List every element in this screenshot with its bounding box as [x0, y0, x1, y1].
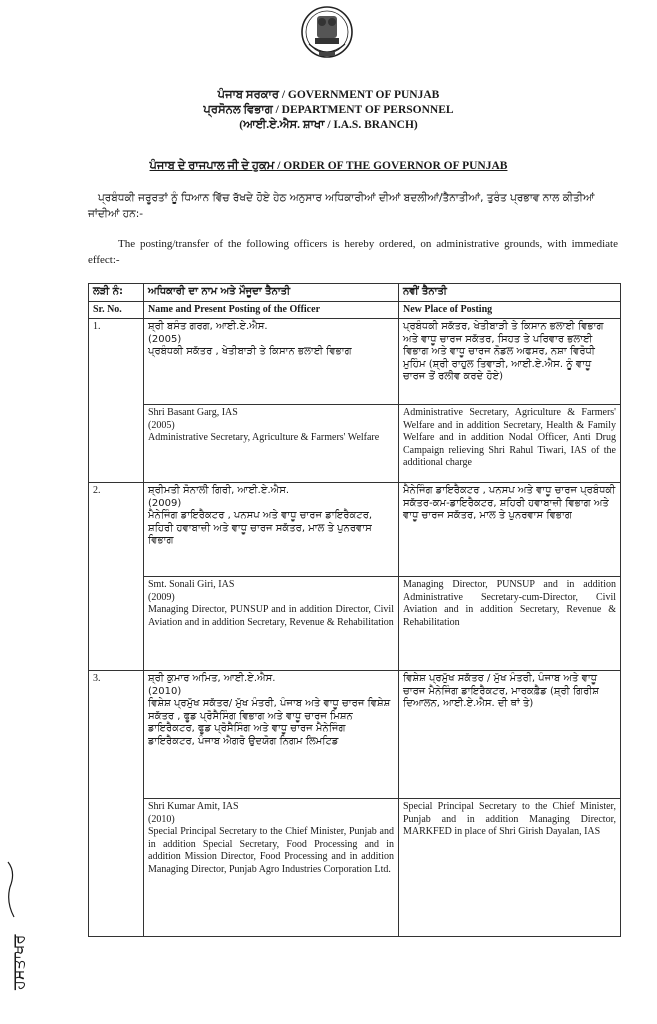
posting-table	[88, 283, 621, 937]
table-row	[89, 799, 621, 937]
present-post: ਮੈਨੇਜਿੰਗ ਡਾਇਰੈਕਟਰ , ਪਨਸਪ ਅਤੇ ਵਾਧੂ ਚਾਰਜ ਡਾਇਰੈਕਟਰ, ਸ਼ਹਿਰੀ ਹਵਾਬਾਜ਼ੀ ਅਤੇ ਵਾਧੂ ਚਾਰਜ ਸਕੱਤਰ, ਮਾਲ ਤੇ ਪੁਨਰਵਾਸ ਵਿਭਾਗ	[148, 510, 373, 546]
new-posting-pa: ਪ੍ਰਬੰਧਕੀ ਸਕੱਤਰ, ਖੇਤੀਬਾੜੀ ਤੇ ਕਿਸਾਨ ਭਲਾਈ ਵਿਭਾਗ ਅਤੇ ਵਾਧੂ ਚਾਰਜ ਸਕੱਤਰ, ਸਿਹਤ ਤੇ ਪਰਿਵਾਰ ਭਲਾਈ ਵਿਭਾਗ ਅਤੇ ਵਾਧੂ ਚਾਰਜ ਨੋਡਲ ਅਫਸਰ, ਨਸ਼ਾ ਵਿਰੋਧੀ ਮੁਹਿੰਮ (ਸ਼੍ਰੀ ਰਾਹੁਲ ਤਿਵਾੜੀ, ਆਈ.ਏ.ਐਸ. ਨੂੰ ਵਾਧੂ ਚਾਰਜ ਤੋਂ ਰਲੀਵ ਕਰਦੇ ਹੋਏ)	[399, 319, 621, 405]
present-posting-pa	[144, 319, 399, 405]
new-posting-en: Managing Director, PUNSUP and in addition Administrative Secretary-cum-Director, Civil Aviation and in addition Secretary, Revenue & Rehabilitation	[399, 577, 621, 671]
header-new-posting-pa: ਨਵੀਂ ਤੈਨਾਤੀ	[399, 284, 621, 302]
sr-no-cell: 3.	[89, 671, 144, 937]
new-posting-en: Administrative Secretary, Agriculture & Farmers' Welfare and in addition Secretary, Health & Family Welfare and in addition Nodal Officer, Anti Drug Campaign relieving Shri Rahul Tiwari, IAS of the additional charge	[399, 405, 621, 483]
order-title	[0, 160, 657, 173]
present-posting-en	[144, 577, 399, 671]
header-present-posting-pa: ਅਧਿਕਾਰੀ ਦਾ ਨਾਮ ਅਤੇ ਮੌਜੂਦਾ ਤੈਨਾਤੀ	[144, 284, 399, 302]
state-emblem-icon	[295, 4, 359, 64]
header-present-posting-en: Name and Present Posting of the Officer	[144, 301, 399, 319]
present-posting-pa	[144, 483, 399, 577]
new-posting-pa: ਵਿਸ਼ੇਸ਼ ਪ੍ਰਮੁੱਖ ਸਕੱਤਰ / ਮੁੱਖ ਮੰਤਰੀ, ਪੰਜਾਬ ਅਤੇ ਵਾਧੂ ਚਾਰਜ ਮੈਨੇਜਿੰਗ ਡਾਇਰੈਕਟਰ, ਮਾਰਕਫ਼ੈਡ (ਸ਼੍ਰੀ ਗਿਰੀਸ਼ ਦਿਆਲਨ, ਆਈ.ਏ.ਐਸ. ਦੀ ਥਾਂ ਤੇ)	[399, 671, 621, 799]
officer-name: ਸ਼੍ਰੀ ਕੁਮਾਰ ਅਮਿਤ, ਆਈ.ਏ.ਐਸ.	[148, 673, 276, 684]
present-post: ਵਿਸ਼ੇਸ਼ ਪ੍ਰਮੁੱਖ ਸਕੱਤਰ/ ਮੁੱਖ ਮੰਤਰੀ, ਪੰਜਾਬ ਅਤੇ ਵਾਧੂ ਚਾਰਜ ਵਿਸ਼ੇਸ਼ ਸਕੱਤਰ , ਫੂਡ ਪ੍ਰੋਸੈਸਿੰਗ ਵਿਭਾਗ ਅਤੇ ਵਾਧੂ ਚਾਰਜ ਮਿਸ਼ਨ ਡਾਇਰੈਕਟਰ, ਫੂਡ ਪ੍ਰੋਸੈਸਿੰਗ ਅਤੇ ਵਾਧੂ ਚਾਰਜ ਮੈਨੇਜਿੰਗ ਡਾਇਰੈਕਟਰ, ਪੰਜਾਬ ਐਗਰੋ ਉਦਯੋਗ ਨਿਗਮ ਲਿਮਟਿਡ	[148, 698, 391, 747]
table-row	[89, 483, 621, 577]
header-branch: (ਆਈ.ਏ.ਐਸ. ਸ਼ਾਖਾ / I.A.S. BRANCH)	[239, 119, 418, 131]
officer-batch: (2009)	[148, 591, 175, 603]
officer-name: ਸ਼੍ਰੀ ਬਸੰਤ ਗਰਗ, ਆਈ.ਏ.ਐਸ.	[148, 321, 268, 332]
sr-no-cell: 2.	[89, 483, 144, 671]
present-post: ਪ੍ਰਬੰਧਕੀ ਸਕੱਤਰ , ਖੇਤੀਬਾੜੀ ਤੇ ਕਿਸਾਨ ਭਲਾਈ ਵਿਭਾਗ	[148, 346, 352, 357]
officer-batch: (2010)	[148, 813, 175, 825]
table-header-punjabi	[89, 284, 621, 302]
officer-name: Shri Basant Garg, IAS	[148, 407, 238, 418]
order-title-text: ਪੰਜਾਬ ਦੇ ਰਾਜਪਾਲ ਜੀ ਦੇ ਹੁਕਮ / ORDER OF THE GOVERNOR OF PUNJAB	[149, 160, 508, 172]
table-row	[89, 671, 621, 799]
table-header-english	[89, 301, 621, 319]
officer-batch: (2005)	[148, 333, 182, 345]
header-department: ਪ੍ਰਸੋਨਲ ਵਿਭਾਗ / DEPARTMENT OF PERSONNEL	[203, 104, 454, 116]
officer-name: ਸ਼੍ਰੀਮਤੀ ਸੋਨਾਲੀ ਗਿਰੀ, ਆਈ.ਏ.ਐਸ.	[148, 485, 290, 496]
present-posting-en	[144, 799, 399, 937]
new-posting-pa: ਮੈਨੇਜਿੰਗ ਡਾਇਰੈਕਟਰ , ਪਨਸਪ ਅਤੇ ਵਾਧੂ ਚਾਰਜ ਪ੍ਰਬੰਧਕੀ ਸਕੱਤਰ-ਕਮ-ਡਾਇਰੈਕਟਰ, ਸ਼ਹਿਰੀ ਹਵਾਬਾਜ਼ੀ ਵਿਭਾਗ ਅਤੇ ਵਾਧੂ ਚਾਰਜ ਸਕੱਤਰ, ਮਾਲ ਤੇ ਪੁਨਰਵਾਸ ਵਿਭਾਗ	[399, 483, 621, 577]
present-post: Managing Director, PUNSUP and in addition Director, Civil Aviation and in addition Secretary, Revenue & Rehabilitation	[148, 604, 394, 628]
officer-name: Shri Kumar Amit, IAS	[148, 801, 239, 812]
signature-text: ਹਸਤਾਖਰ	[9, 934, 28, 990]
handwritten-signature	[4, 842, 34, 992]
header-sr-no-pa: ਲੜੀ ਨੰ:	[89, 284, 144, 302]
table-row	[89, 319, 621, 405]
table-row	[89, 577, 621, 671]
present-post: Special Principal Secretary to the Chief Minister, Punjab and in addition Special Secretary, Food Processing and in addition Mission Director, Food Processing and in addition Managing Director, Punjab Agro Industries Corporation Ltd.	[148, 826, 394, 875]
officer-batch: (2009)	[148, 497, 182, 509]
header-sr-no-en: Sr. No.	[89, 301, 144, 319]
officer-name: Smt. Sonali Giri, IAS	[148, 579, 235, 590]
table-row	[89, 405, 621, 483]
new-posting-en: Special Principal Secretary to the Chief Minister, Punjab and in addition Managing Director, MARKFED in place of Shri Girish Dayalan, IAS	[399, 799, 621, 937]
intro-paragraph-english: The posting/transfer of the following officers is hereby ordered, on administrative grounds, with immediate effect:-	[88, 238, 618, 266]
present-post: Administrative Secretary, Agriculture & Farmers' Welfare	[148, 432, 380, 443]
document-header	[0, 88, 657, 133]
sr-no-cell: 1.	[89, 319, 144, 483]
officer-batch: (2010)	[148, 685, 182, 697]
officer-batch: (2005)	[148, 419, 175, 431]
present-posting-en	[144, 405, 399, 483]
header-new-posting-en: New Place of Posting	[399, 301, 621, 319]
header-government: ਪੰਜਾਬ ਸਰਕਾਰ / GOVERNMENT OF PUNJAB	[217, 89, 440, 101]
intro-paragraph-punjabi: ਪ੍ਰਬੰਧਕੀ ਜਰੂਰਤਾਂ ਨੂੰ ਧਿਆਨ ਵਿੱਚ ਰੱਖਦੇ ਹੋਏ ਹੇਠ ਅਨੁਸਾਰ ਅਧਿਕਾਰੀਆਂ ਦੀਆਂ ਬਦਲੀਆਂ/ਤੈਨਾਤੀਆਂ, ਤੁਰੰਤ ਪ੍ਰਭਾਵ ਨਾਲ ਕੀਤੀਆਂ ਜਾਂਦੀਆਂ ਹਨ:-	[88, 192, 595, 220]
present-posting-pa	[144, 671, 399, 799]
